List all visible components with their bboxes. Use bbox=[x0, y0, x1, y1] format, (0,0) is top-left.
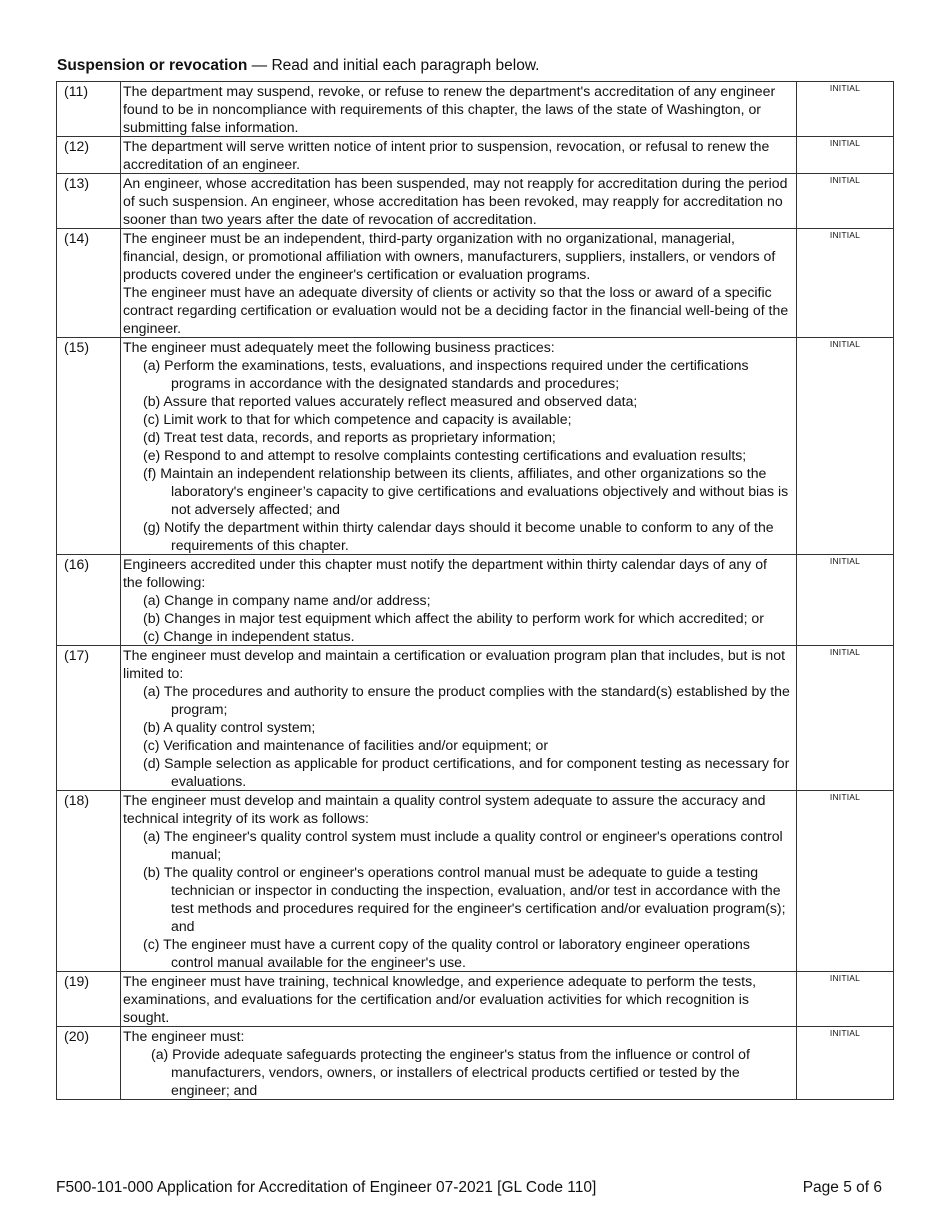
sub-item: (a) The engineer's quality control system must include a quality control or engineer's operations control manual; bbox=[143, 828, 783, 862]
paragraph-text bbox=[121, 972, 797, 1027]
sub-item: (a) Perform the examinations, tests, evaluations, and inspections required under the certifications programs in accordance with the designated standards and procedures; bbox=[143, 357, 749, 391]
initial-box[interactable] bbox=[797, 137, 894, 174]
paragraph-sentence: The engineer must develop and maintain a quality control system adequate to assure the accuracy and technical integrity of its work as follows: bbox=[123, 792, 766, 826]
initial-box[interactable] bbox=[797, 972, 894, 1027]
sub-item: (d) Treat test data, records, and reports as proprietary information; bbox=[143, 429, 556, 445]
requirement-row bbox=[57, 555, 894, 646]
paragraph-number: (15) bbox=[57, 338, 121, 555]
section-heading-title: Suspension or revocation bbox=[57, 57, 248, 74]
paragraph-number: (19) bbox=[57, 972, 121, 1027]
section-heading bbox=[57, 56, 539, 76]
requirements-table bbox=[56, 81, 894, 1100]
initial-label: INITIAL bbox=[829, 973, 861, 983]
initial-label: INITIAL bbox=[829, 339, 861, 349]
paragraph-number: (13) bbox=[57, 174, 121, 229]
sub-item: (a) Provide adequate safeguards protecting the engineer's status from the influence or control of manufacturers, vendors, owners, or installers of electrical products certified or tested by the engineer; and bbox=[151, 1046, 750, 1098]
paragraph-sentence: The engineer must adequately meet the following business practices: bbox=[123, 339, 555, 355]
paragraph-sentence: The engineer must develop and maintain a certification or evaluation program plan that includes, but is not limited to: bbox=[123, 647, 786, 681]
paragraph-text bbox=[121, 646, 797, 791]
paragraph-sentence: The engineer must have an adequate diversity of clients or activity so that the loss or award of a specific contract regarding certification or evaluation would not be a deciding factor in the financial well-being of the engineer. bbox=[123, 284, 789, 336]
initial-box[interactable] bbox=[797, 791, 894, 972]
sub-item: (c) Verification and maintenance of facilities and/or equipment; or bbox=[143, 737, 549, 753]
paragraph-number: (12) bbox=[57, 137, 121, 174]
paragraph-text bbox=[121, 791, 797, 972]
initial-box[interactable] bbox=[797, 1027, 894, 1100]
paragraph-number: (11) bbox=[57, 82, 121, 137]
page-number: Page 5 of 6 bbox=[802, 1179, 882, 1196]
initial-label: INITIAL bbox=[829, 647, 861, 657]
sub-item: (b) A quality control system; bbox=[143, 719, 316, 735]
paragraph-number: (20) bbox=[57, 1027, 121, 1100]
requirement-row bbox=[57, 338, 894, 555]
requirement-row bbox=[57, 646, 894, 791]
paragraph-number: (16) bbox=[57, 555, 121, 646]
sub-item: (c) Limit work to that for which competence and capacity is available; bbox=[143, 411, 572, 427]
initial-box[interactable] bbox=[797, 174, 894, 229]
paragraph-text bbox=[121, 82, 797, 137]
paragraph-sentence: An engineer, whose accreditation has been suspended, may not reapply for accreditation during the period of such suspension. An engineer, whose accreditation has been revoked, may reapply for accreditation no sooner than two years after the date of revocation of accreditation. bbox=[123, 175, 788, 227]
initial-box[interactable] bbox=[797, 82, 894, 137]
paragraph-sentence: The engineer must have training, technical knowledge, and experience adequate to perform the tests, examinations, and evaluations for the certification and/or evaluation activities for which recognition is sought. bbox=[123, 973, 757, 1025]
initial-label: INITIAL bbox=[829, 83, 861, 93]
paragraph-sentence: The department will serve written notice of intent prior to suspension, revocation, or refusal to renew the accreditation of an engineer. bbox=[123, 138, 770, 172]
form-identifier: F500-101-000 Application for Accreditation of Engineer 07-2021 [GL Code 110] bbox=[56, 1179, 597, 1196]
paragraph-sentence: The engineer must: bbox=[123, 1028, 245, 1044]
initial-box[interactable] bbox=[797, 338, 894, 555]
requirement-row bbox=[57, 972, 894, 1027]
initial-label: INITIAL bbox=[829, 1028, 861, 1038]
requirement-row bbox=[57, 791, 894, 972]
sub-item: (b) Assure that reported values accurately reflect measured and observed data; bbox=[143, 393, 638, 409]
sub-item: (f) Maintain an independent relationship between its clients, affiliates, and other organizations so the laboratory's engineer’s capacity to give certifications and evaluations objectively and without bias is not adversely affected; and bbox=[143, 465, 789, 517]
initial-label: INITIAL bbox=[829, 138, 861, 148]
sub-item: (b) Changes in major test equipment which affect the ability to perform work for which accredited; or bbox=[143, 610, 764, 626]
requirement-row bbox=[57, 229, 894, 338]
sub-item: (a) The procedures and authority to ensure the product complies with the standard(s) established by the program; bbox=[143, 683, 790, 717]
requirement-row bbox=[57, 137, 894, 174]
requirement-row bbox=[57, 174, 894, 229]
paragraph-number: (17) bbox=[57, 646, 121, 791]
sub-item: (c) Change in independent status. bbox=[143, 628, 355, 644]
initial-label: INITIAL bbox=[829, 792, 861, 802]
paragraph-text bbox=[121, 1027, 797, 1100]
initial-box[interactable] bbox=[797, 555, 894, 646]
initial-label: INITIAL bbox=[829, 175, 861, 185]
initial-box[interactable] bbox=[797, 229, 894, 338]
paragraph-sentence: Engineers accredited under this chapter must notify the department within thirty calendar days of any of the following: bbox=[123, 556, 767, 590]
initial-box[interactable] bbox=[797, 646, 894, 791]
sub-item: (b) The quality control or engineer's operations control manual must be adequate to guide a testing technician or inspector in conducting the inspection, evaluation, and/or test in accordance with the test methods and procedures required for the engineer's certification and/or evaluation program(s); and bbox=[143, 864, 786, 934]
initial-label: INITIAL bbox=[829, 230, 861, 240]
paragraph-text bbox=[121, 174, 797, 229]
paragraph-number: (14) bbox=[57, 229, 121, 338]
paragraph-sentence: The engineer must be an independent, third-party organization with no organizational, managerial, financial, design, or promotional affiliation with owners, manufacturers, suppliers, installers, or vendors of products covered under the engineer's certification or evaluation programs. bbox=[123, 230, 776, 282]
requirement-row bbox=[57, 1027, 894, 1100]
sub-item: (d) Sample selection as applicable for product certifications, and for component testing as necessary for evaluations. bbox=[143, 755, 790, 789]
initial-label: INITIAL bbox=[829, 556, 861, 566]
paragraph-text bbox=[121, 338, 797, 555]
paragraph-text bbox=[121, 229, 797, 338]
paragraph-number: (18) bbox=[57, 791, 121, 972]
paragraph-text bbox=[121, 555, 797, 646]
sub-item: (e) Respond to and attempt to resolve complaints contesting certifications and evaluation results; bbox=[143, 447, 747, 463]
sub-item: (c) The engineer must have a current copy of the quality control or laboratory engineer operations control manual available for the engineer's use. bbox=[143, 936, 750, 970]
sub-item: (a) Change in company name and/or address; bbox=[143, 592, 431, 608]
paragraph-text bbox=[121, 137, 797, 174]
sub-item: (g) Notify the department within thirty calendar days should it become unable to conform to any of the requirements of this chapter. bbox=[143, 519, 774, 553]
paragraph-sentence: The department may suspend, revoke, or refuse to renew the department's accreditation of any engineer found to be in noncompliance with requirements of this chapter, the laws of the state of Washington, or submitting false information. bbox=[123, 83, 776, 135]
requirement-row bbox=[57, 82, 894, 137]
section-heading-instruction: — Read and initial each paragraph below. bbox=[247, 57, 540, 74]
